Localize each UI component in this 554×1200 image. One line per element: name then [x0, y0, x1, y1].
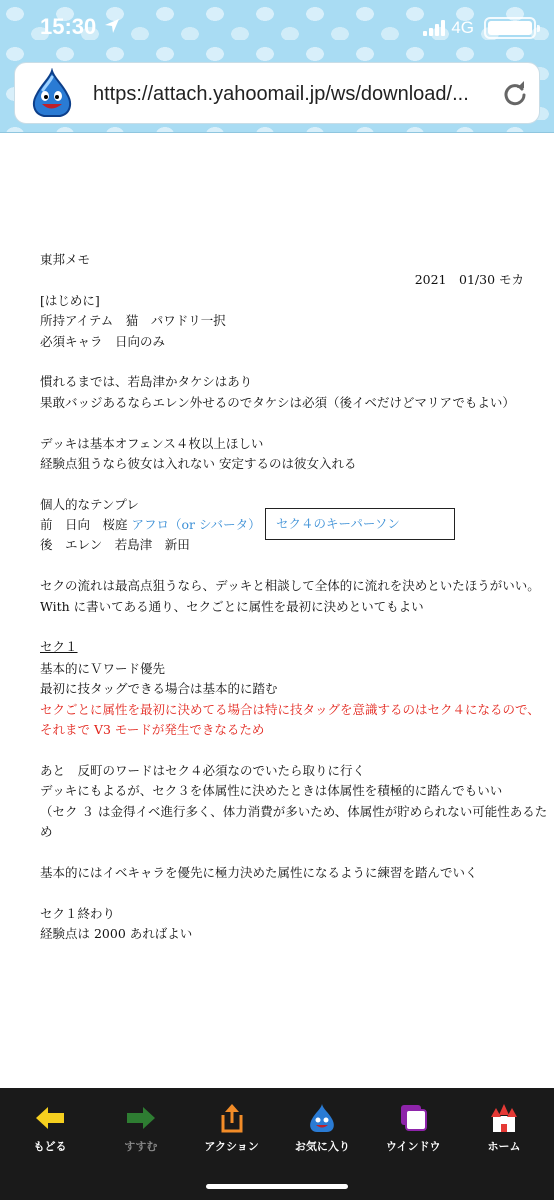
- template-keyperson-box: セク４のキーパーソン: [265, 508, 455, 540]
- forward-label: すすむ: [124, 1140, 158, 1153]
- bottom-toolbar: [0, 1088, 554, 1200]
- network-type: 4G: [451, 18, 474, 37]
- doc-line: セク１終わり: [40, 905, 116, 921]
- home-label: ホーム: [487, 1140, 521, 1153]
- signal-icon: [423, 20, 445, 36]
- back-label: もどる: [33, 1140, 67, 1153]
- doc-line: セクの流れは最高点狙うなら、デッキと相談して全体的に流れを決めといたほうがいい。: [40, 578, 540, 594]
- doc-line: 基本的にＶワード優先: [40, 660, 166, 676]
- home-indicator: [206, 1184, 348, 1189]
- doc-line: 必須キャラ 日向のみ: [40, 333, 166, 349]
- window-button[interactable]: [373, 1102, 453, 1154]
- document-body: [40, 250, 548, 944]
- windows-icon: [396, 1102, 430, 1134]
- doc-line: デッキにもよるが、セク３を体属性に決めたときは体属性を積極的に踏んでもいい: [40, 783, 503, 799]
- favorites-button[interactable]: [282, 1102, 362, 1154]
- doc-date: 2021 01/30 モカ: [414, 272, 524, 288]
- back-button[interactable]: [10, 1102, 90, 1154]
- status-time: 15:30: [40, 14, 97, 39]
- template-back-row: 後 エレン 若島津 新田: [40, 537, 190, 553]
- doc-line: 果敢バッジあるならエレン外せるのでタケシは必須（後イベだけどマリアでもよい）: [40, 394, 515, 410]
- window-label: ウインドウ: [385, 1140, 441, 1153]
- status-bar: [0, 0, 554, 56]
- reload-icon[interactable]: [501, 80, 529, 108]
- doc-line: 経験点狙うなら彼女は入れない 安定するのは彼女入れる: [40, 455, 357, 471]
- address-bar[interactable]: [14, 62, 540, 124]
- intro-heading: [はじめに]: [40, 292, 100, 308]
- forward-button[interactable]: [101, 1102, 181, 1154]
- location-arrow-icon: [104, 18, 120, 34]
- doc-line: 最初に技タッグできる場合は基本的に踏む: [40, 681, 278, 697]
- arrow-right-icon: [124, 1102, 158, 1134]
- section1-heading: セク１: [40, 639, 78, 655]
- template-heading: 個人的なテンプレ: [40, 496, 139, 512]
- url-text[interactable]: https://attach.yahoomail.jp/ws/download/...: [93, 83, 469, 105]
- slime-icon[interactable]: [25, 68, 79, 120]
- doc-line: 基本的にはイベキャラを優先に極力決めた属性になるように練習を踏んでいく: [40, 864, 478, 880]
- castle-icon: [487, 1102, 521, 1134]
- doc-title: 東邦メモ: [40, 252, 91, 267]
- template-front-label: 前 日向 桜庭: [40, 517, 128, 533]
- emphasis-line: それまで V3 モードが発生できなるため: [40, 722, 265, 738]
- doc-line: あと 反町のワードはセク４必須なのでいたら取りに行く: [40, 762, 366, 778]
- favorites-label: お気に入り: [294, 1140, 350, 1153]
- doc-line: 経験点は 2000 あればよい: [40, 926, 193, 941]
- doc-line: 慣れるまでは、若島津かタケシはあり: [40, 374, 253, 390]
- status-indicators: [423, 17, 536, 39]
- doc-line: （セク ３ は金得イベ進行多く、体力消費が多いため、体属性が貯められない可能性あるた: [40, 803, 548, 819]
- template-front-option: アフロ（or シバータ）: [131, 517, 261, 533]
- doc-line: め: [40, 824, 53, 840]
- arrow-left-icon: [33, 1102, 67, 1134]
- action-button[interactable]: [192, 1102, 272, 1154]
- template-front-row: [40, 515, 530, 535]
- home-button[interactable]: [464, 1102, 544, 1154]
- browser-header: [0, 0, 554, 133]
- doc-line: With に書いてある通り、セクごとに属性を最初に決めといてもよい: [40, 598, 424, 614]
- emphasis-line: セクごとに属性を最初に決めてる場合は特に技タッグを意識するのはセク４になるので、: [40, 701, 540, 717]
- action-label: アクション: [204, 1140, 259, 1153]
- share-icon: [215, 1102, 249, 1134]
- doc-line: デッキは基本オフェンス４枚以上ほしい: [40, 435, 264, 451]
- doc-line: 所持アイテム 猫 パワドリ一択: [40, 313, 226, 329]
- slime-favorites-icon: [305, 1102, 339, 1134]
- battery-icon: [484, 17, 536, 39]
